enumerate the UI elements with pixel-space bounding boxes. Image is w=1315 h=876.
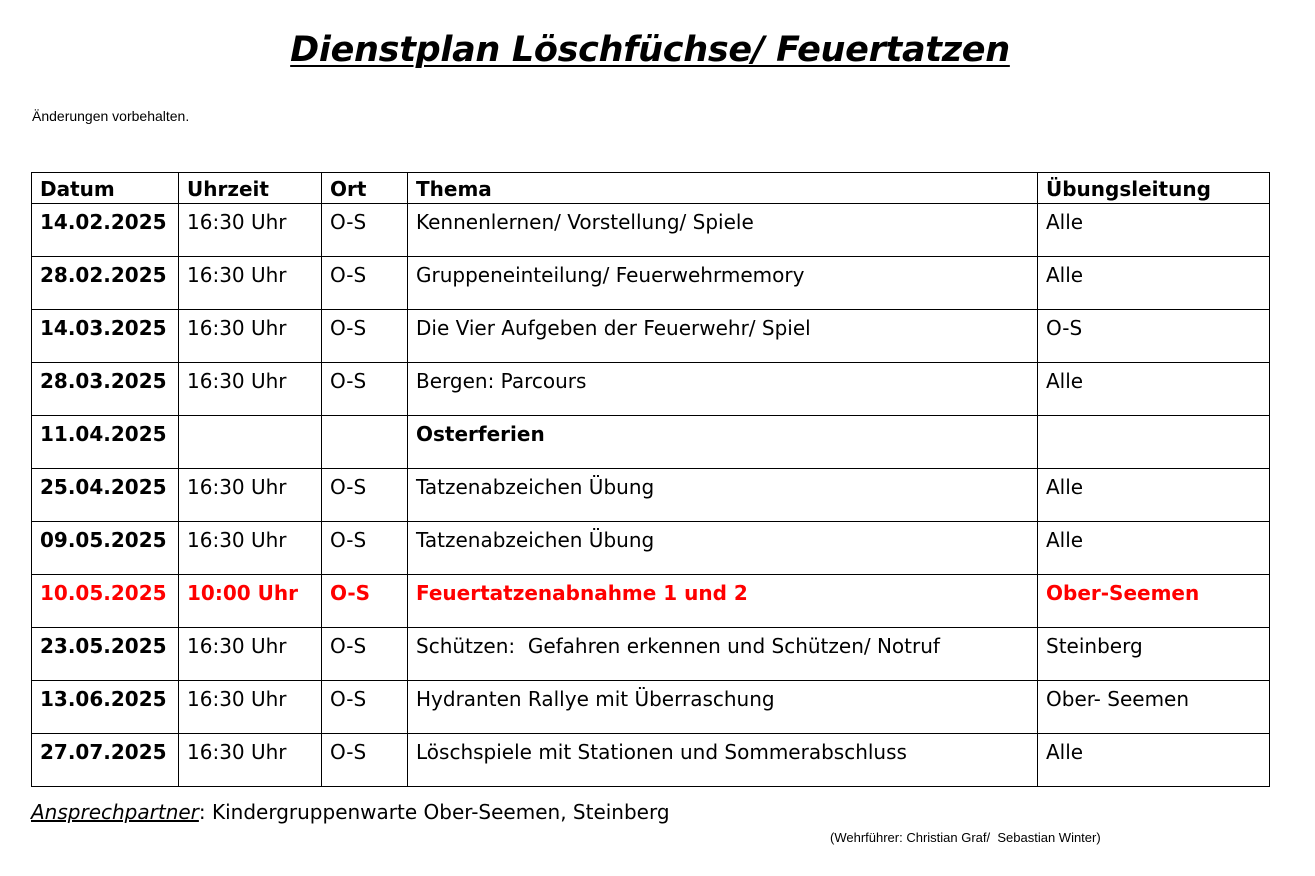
cell-thema: Die Vier Aufgeben der Feuerwehr/ Spiel	[408, 310, 1038, 363]
header-ort: Ort	[322, 173, 408, 204]
cell-datum: 09.05.2025	[32, 522, 179, 575]
cell-datum: 14.03.2025	[32, 310, 179, 363]
page-title: Dienstplan Löschfüchse/ Feuertatzen	[290, 30, 1010, 70]
cell-uhrzeit: 16:30 Uhr	[179, 363, 322, 416]
contact-line	[31, 800, 670, 824]
cell-ort: O-S	[322, 310, 408, 363]
header-leitung: Übungsleitung	[1038, 173, 1270, 204]
cell-ort: O-S	[322, 469, 408, 522]
table-row	[32, 734, 1270, 787]
cell-thema: Tatzenabzeichen Übung	[408, 522, 1038, 575]
cell-thema: Bergen: Parcours	[408, 363, 1038, 416]
cell-thema: Tatzenabzeichen Übung	[408, 469, 1038, 522]
changes-note: Änderungen vorbehalten.	[32, 108, 190, 124]
cell-uhrzeit: 16:30 Uhr	[179, 522, 322, 575]
cell-thema: Schützen: Gefahren erkennen und Schützen/ Notruf	[408, 628, 1038, 681]
table-row-highlighted	[32, 575, 1270, 628]
cell-ort	[322, 416, 408, 469]
cell-datum: 10.05.2025	[32, 575, 179, 628]
cell-leitung: Steinberg	[1038, 628, 1270, 681]
cell-datum: 11.04.2025	[32, 416, 179, 469]
cell-leitung: Alle	[1038, 363, 1270, 416]
cell-datum: 13.06.2025	[32, 681, 179, 734]
table-header-row	[32, 173, 1270, 204]
cell-datum: 27.07.2025	[32, 734, 179, 787]
cell-datum: 28.03.2025	[32, 363, 179, 416]
cell-leitung: O-S	[1038, 310, 1270, 363]
cell-thema: Kennenlernen/ Vorstellung/ Spiele	[408, 204, 1038, 257]
cell-ort: O-S	[322, 681, 408, 734]
cell-ort: O-S	[322, 575, 408, 628]
cell-leitung: Alle	[1038, 522, 1270, 575]
cell-uhrzeit: 16:30 Uhr	[179, 204, 322, 257]
cell-uhrzeit	[179, 416, 322, 469]
table-row	[32, 416, 1270, 469]
cell-ort: O-S	[322, 257, 408, 310]
cell-ort: O-S	[322, 363, 408, 416]
cell-uhrzeit: 16:30 Uhr	[179, 628, 322, 681]
table-row	[32, 310, 1270, 363]
contact-text: Kindergruppenwarte Ober-Seemen, Steinberg	[205, 800, 670, 824]
cell-ort: O-S	[322, 628, 408, 681]
cell-thema: Hydranten Rallye mit Überraschung	[408, 681, 1038, 734]
cell-uhrzeit: 16:30 Uhr	[179, 257, 322, 310]
cell-uhrzeit: 16:30 Uhr	[179, 310, 322, 363]
cell-uhrzeit: 16:30 Uhr	[179, 681, 322, 734]
cell-thema: Feuertatzenabnahme 1 und 2	[408, 575, 1038, 628]
cell-datum: 23.05.2025	[32, 628, 179, 681]
cell-uhrzeit: 16:30 Uhr	[179, 469, 322, 522]
table-row	[32, 681, 1270, 734]
cell-leitung: Alle	[1038, 734, 1270, 787]
cell-ort: O-S	[322, 734, 408, 787]
cell-datum: 25.04.2025	[32, 469, 179, 522]
cell-leitung: Ober-Seemen	[1038, 575, 1270, 628]
cell-leitung	[1038, 416, 1270, 469]
cell-thema: Osterferien	[408, 416, 1038, 469]
cell-uhrzeit: 16:30 Uhr	[179, 734, 322, 787]
cell-leitung: Ober- Seemen	[1038, 681, 1270, 734]
header-datum: Datum	[32, 173, 179, 204]
cell-ort: O-S	[322, 204, 408, 257]
table-row	[32, 257, 1270, 310]
cell-leitung: Alle	[1038, 257, 1270, 310]
header-uhrzeit: Uhrzeit	[179, 173, 322, 204]
cell-thema: Gruppeneinteilung/ Feuerwehrmemory	[408, 257, 1038, 310]
cell-thema: Löschspiele mit Stationen und Sommerabschluss	[408, 734, 1038, 787]
cell-datum: 14.02.2025	[32, 204, 179, 257]
schedule-table	[31, 172, 1270, 787]
cell-uhrzeit: 10:00 Uhr	[179, 575, 322, 628]
cell-leitung: Alle	[1038, 204, 1270, 257]
table-row	[32, 628, 1270, 681]
contact-label: Ansprechpartner	[31, 800, 199, 824]
table-row	[32, 522, 1270, 575]
cell-leitung: Alle	[1038, 469, 1270, 522]
cell-datum: 28.02.2025	[32, 257, 179, 310]
table-row	[32, 469, 1270, 522]
table-row	[32, 204, 1270, 257]
contact-separator: :	[198, 800, 206, 824]
cell-ort: O-S	[322, 522, 408, 575]
table-row	[32, 363, 1270, 416]
header-thema: Thema	[408, 173, 1038, 204]
commander-note: (Wehrführer: Christian Graf/ Sebastian Winter)	[830, 830, 1101, 845]
